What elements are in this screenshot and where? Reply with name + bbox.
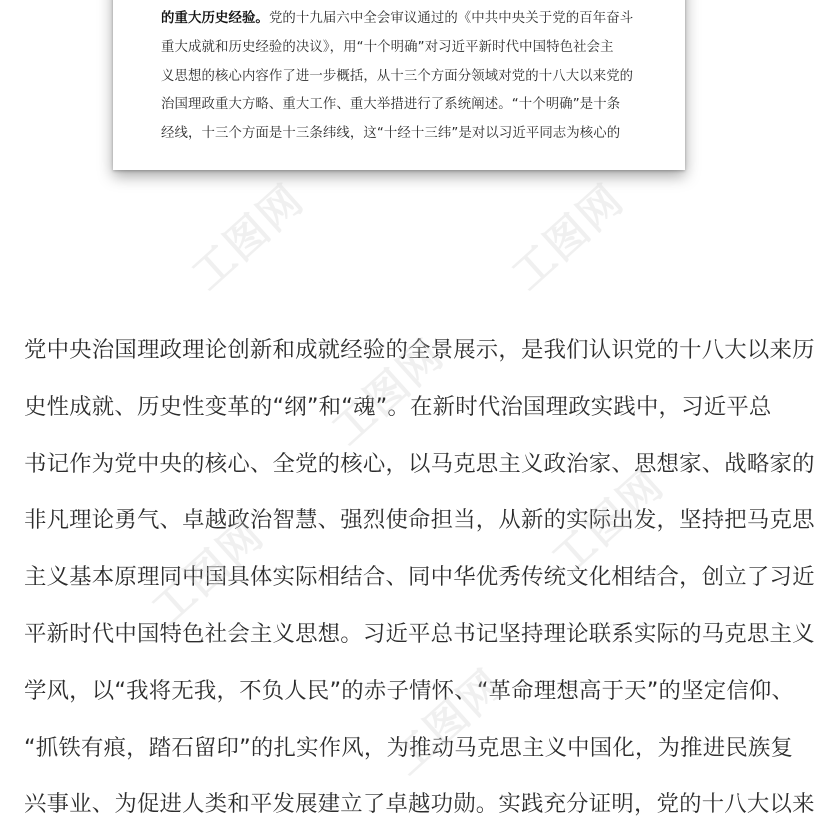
body-line: 平新时代中国特色社会主义思想。习近平总书记坚持理论联系实际的马克思主义 [24, 620, 815, 647]
watermark: 工图网 [502, 174, 634, 300]
body-paragraph [24, 322, 815, 833]
excerpt-line: 经线，十三个方面是十三条纬线，这“十经十三纬”是对以习近平同志为核心的 [161, 126, 621, 142]
body-line: 史性成就、历史性变革的“纲”和“魂”。在新时代治国理政实践中，习近平总 [24, 393, 772, 420]
watermark: 工图网 [322, 329, 454, 455]
body-line: 主义基本原理同中国具体实际相结合、同中华优秀传统文化相结合，创立了习近 [24, 564, 815, 591]
excerpt-line: 治国理政重大方略、重大工作、重大举措进行了系统阐述。“十个明确”是十条 [161, 97, 621, 113]
excerpt-text [161, 5, 651, 149]
excerpt-card [113, 0, 685, 170]
body-line: 党中央治国理政理论创新和成就经验的全景展示，是我们认识党的十八大以来历 [24, 337, 815, 363]
body-line: 学风，以“我将无我，不负人民”的赤子情怀、“革命理想高于天”的坚定信仰、 [24, 677, 795, 704]
body-line: 书记作为党中央的核心、全党的核心，以马克思主义政治家、思想家、战略家的 [24, 450, 815, 477]
body-line: 非凡理论勇气、卓越政治智慧、强烈使命担当，从新的实际出发，坚持把马克思 [24, 507, 815, 534]
watermark: 工图网 [182, 174, 314, 300]
excerpt-line: 的重大历史经验。党的十九届六中全会审议通过的《中共中央关于党的百年奋斗 [161, 11, 634, 26]
watermark: 工图网 [542, 459, 674, 585]
watermark: 工图网 [382, 659, 514, 785]
excerpt-line: 义思想的核心内容作了进一步概括，从十三个方面分领域对党的十八大以来党的 [161, 68, 634, 84]
body-line: “抓铁有痕，踏石留印”的扎实作风，为推动马克思主义中国化，为推进民族复 [24, 734, 794, 761]
body-line: 兴事业、为促进人类和平发展建立了卓越功勋。实践充分证明，党的十八大以来 [24, 791, 815, 818]
watermark: 工图网 [142, 509, 274, 635]
excerpt-line: 重大成就和历史经验的决议》，用“十个明确”对习近平新时代中国特色社会主 [161, 39, 614, 55]
excerpt-bold-lead: 的重大历史经验。 [161, 11, 269, 26]
